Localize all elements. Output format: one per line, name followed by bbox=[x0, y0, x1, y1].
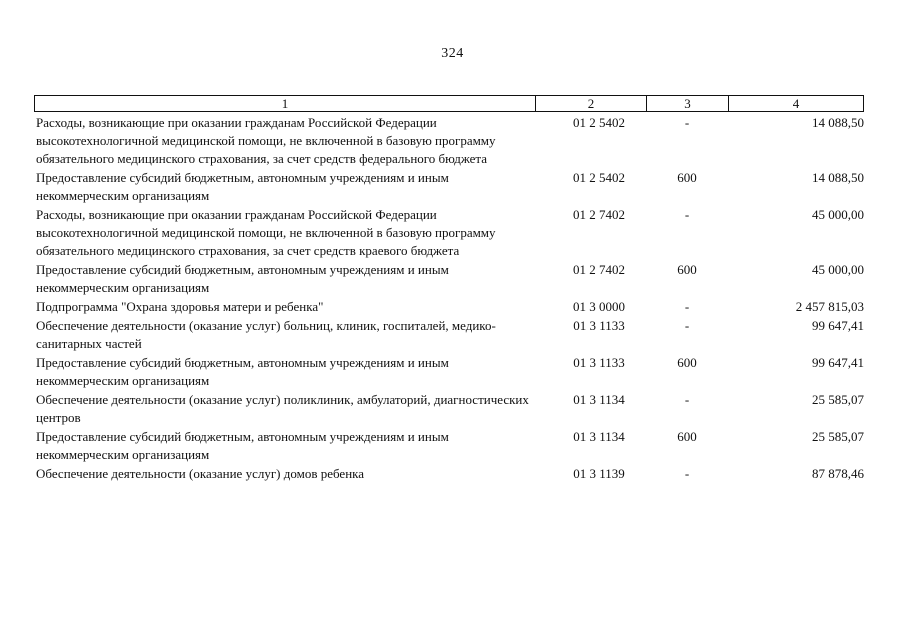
row-expense-type: 600 bbox=[677, 355, 697, 370]
table-row bbox=[34, 114, 870, 168]
row-expense-type: - bbox=[684, 115, 690, 130]
row-sum: 87 878,46 bbox=[812, 466, 864, 481]
row-code: 01 3 1133 bbox=[573, 318, 625, 333]
table-body bbox=[34, 114, 870, 484]
row-expense-type: 600 bbox=[677, 429, 697, 444]
header-col-1: 1 bbox=[35, 96, 536, 111]
row-description: Предоставление субсидий бюджетным, автономным учреждениям и иным некоммерческим организациям bbox=[36, 429, 449, 462]
row-code: 01 3 1134 bbox=[573, 429, 625, 444]
row-description: Предоставление субсидий бюджетным, автономным учреждениям и иным некоммерческим организациям bbox=[36, 355, 449, 388]
header-col-4: 4 bbox=[792, 96, 800, 111]
row-expense-type: - bbox=[684, 318, 690, 333]
row-sum: 2 457 815,03 bbox=[795, 299, 864, 314]
row-sum: 45 000,00 bbox=[812, 262, 864, 277]
table-row bbox=[34, 391, 870, 427]
row-code: 01 3 0000 bbox=[573, 299, 625, 314]
row-code: 01 3 1139 bbox=[573, 466, 625, 481]
row-code: 01 3 1134 bbox=[573, 392, 625, 407]
table-header bbox=[34, 95, 864, 112]
row-description: Обеспечение деятельности (оказание услуг) поликлиник, амбулаторий, диагностических центров bbox=[36, 392, 529, 425]
row-expense-type: - bbox=[684, 466, 690, 481]
row-sum: 99 647,41 bbox=[812, 355, 864, 370]
row-sum: 45 000,00 bbox=[812, 207, 864, 222]
table-row bbox=[34, 261, 870, 297]
row-expense-type: 600 bbox=[677, 262, 697, 277]
row-expense-type: 600 bbox=[677, 170, 697, 185]
table-row bbox=[34, 317, 870, 353]
row-description: Расходы, возникающие при оказании гражданам Российской Федерации высокотехнологичной медицинской помощи, не включенной в базовую программу обязательного медицинского страхования, за счет средств краевого бюджета bbox=[36, 207, 496, 258]
header-col-2: 2 bbox=[536, 96, 647, 111]
table-row bbox=[34, 354, 870, 390]
table-row bbox=[34, 428, 870, 464]
row-description: Обеспечение деятельности (оказание услуг) больниц, клиник, госпиталей, медико-санитарных частей bbox=[36, 318, 496, 351]
row-sum: 25 585,07 bbox=[812, 392, 864, 407]
row-description: Расходы, возникающие при оказании гражданам Российской Федерации высокотехнологичной медицинской помощи, не включенной в базовую программу обязательного медицинского страхования, за счет средств федерального бюджета bbox=[36, 115, 496, 166]
row-code: 01 2 5402 bbox=[573, 170, 625, 185]
row-description: Обеспечение деятельности (оказание услуг) домов ребенка bbox=[36, 466, 365, 481]
row-sum: 14 088,50 bbox=[812, 170, 864, 185]
row-code: 01 3 1133 bbox=[573, 355, 625, 370]
row-code: 01 2 7402 bbox=[573, 207, 625, 222]
row-sum: 25 585,07 bbox=[812, 429, 864, 444]
header-col-3: 3 bbox=[647, 96, 729, 111]
row-description: Предоставление субсидий бюджетным, автономным учреждениям и иным некоммерческим организациям bbox=[36, 262, 449, 295]
row-sum: 99 647,41 bbox=[812, 318, 864, 333]
table-row bbox=[34, 169, 870, 205]
row-expense-type: - bbox=[684, 392, 690, 407]
row-sum: 14 088,50 bbox=[812, 115, 864, 130]
row-description: Предоставление субсидий бюджетным, автономным учреждениям и иным некоммерческим организациям bbox=[36, 170, 449, 203]
table-row bbox=[34, 206, 870, 260]
row-expense-type: - bbox=[684, 299, 690, 314]
row-code: 01 2 5402 bbox=[573, 115, 625, 130]
row-code: 01 2 7402 bbox=[573, 262, 625, 277]
row-description: Подпрограмма "Охрана здоровья матери и ребенка" bbox=[36, 299, 324, 314]
page-number: 324 bbox=[441, 46, 464, 61]
row-expense-type: - bbox=[684, 207, 690, 222]
table-row bbox=[34, 465, 870, 483]
table-row bbox=[34, 298, 870, 316]
